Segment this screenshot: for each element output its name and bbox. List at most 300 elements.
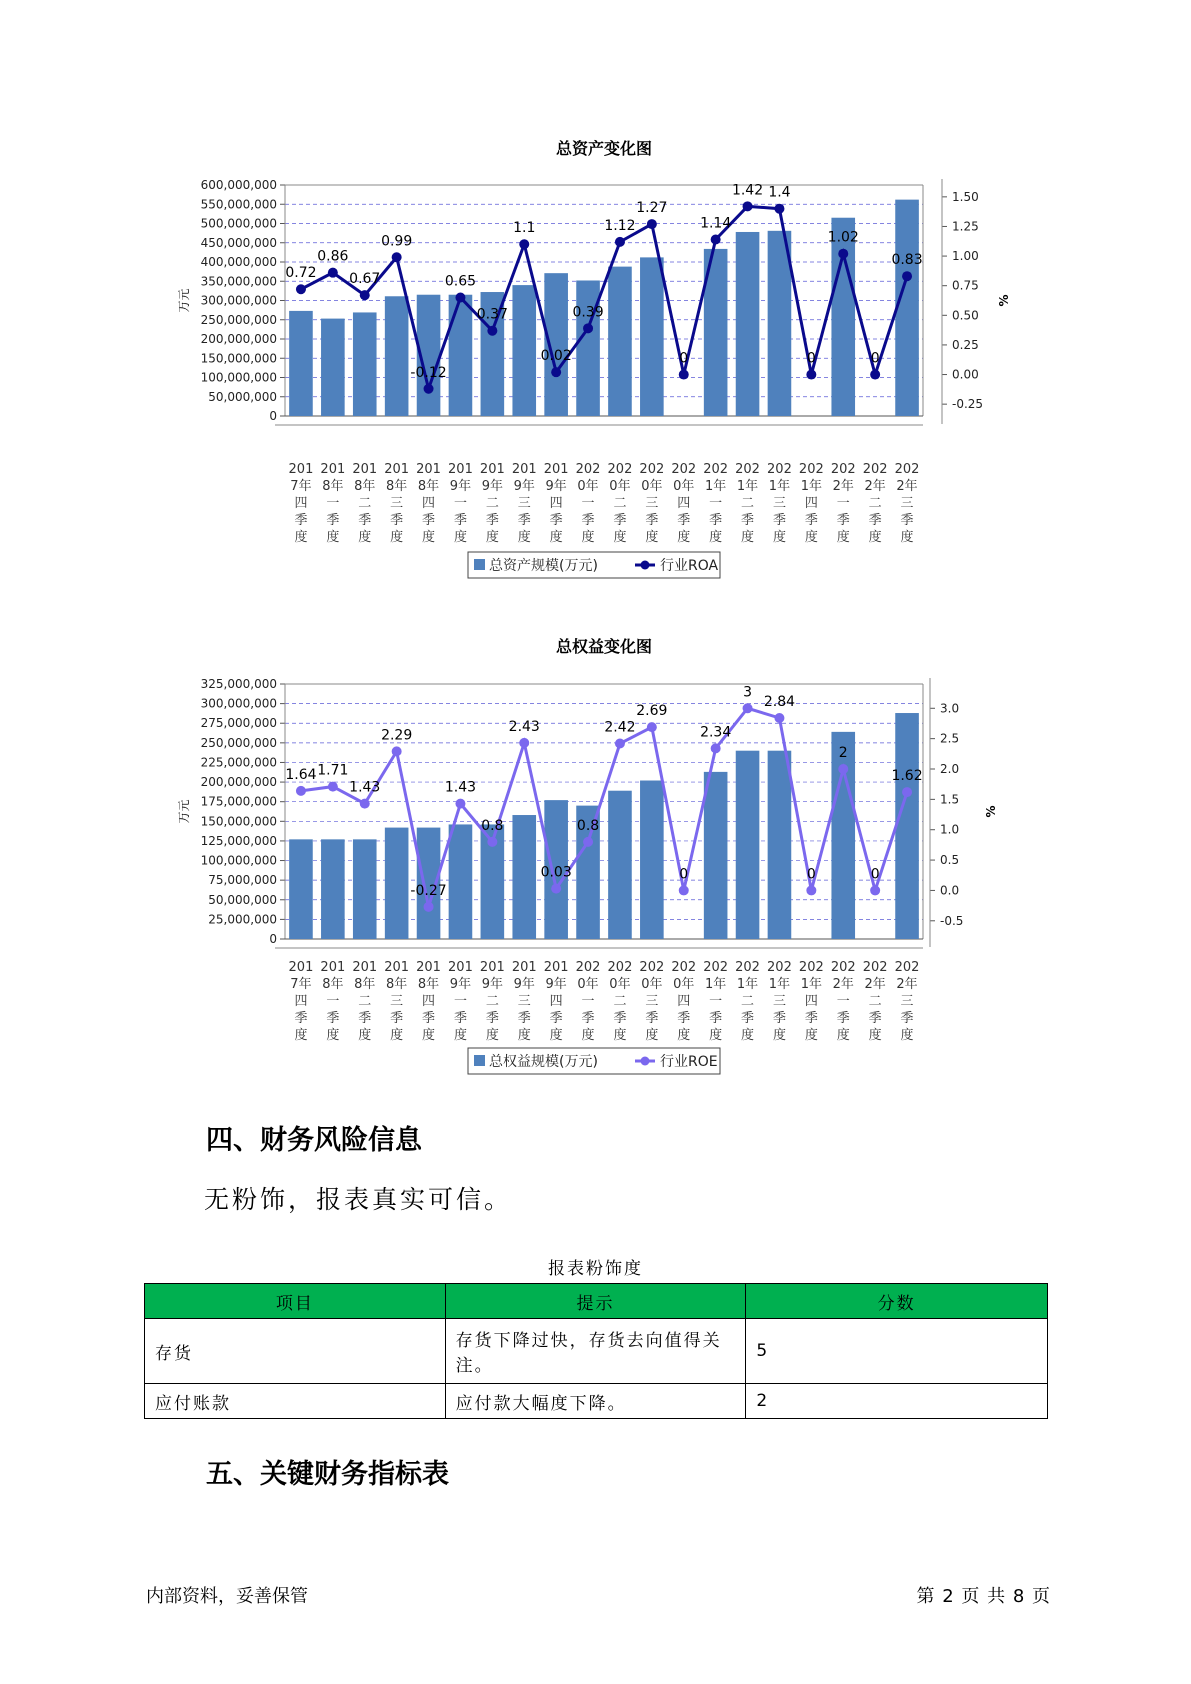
- data-label: 1.62: [891, 768, 923, 785]
- category-label: 2年: [896, 479, 918, 494]
- data-label: 0.03: [540, 864, 572, 881]
- category-label: 度: [549, 1028, 563, 1043]
- category-label: 季: [453, 513, 467, 528]
- category-label: 季: [422, 1011, 436, 1026]
- category-label: 8年: [386, 977, 408, 992]
- category-label: 0年: [609, 977, 631, 992]
- category-label: 度: [517, 1028, 531, 1043]
- category-label: 2年: [832, 977, 854, 992]
- line-point: [838, 249, 848, 259]
- category-label: 度: [741, 530, 755, 545]
- data-label: 1.71: [317, 762, 349, 779]
- category-label: 201: [384, 462, 410, 477]
- data-label: 2.29: [381, 727, 413, 744]
- line-point: [424, 902, 434, 912]
- category-label: 季: [326, 1011, 340, 1026]
- category-label: 202: [639, 462, 665, 477]
- y-left-axis-label: 万元: [177, 799, 191, 824]
- line-point: [615, 739, 625, 749]
- category-label: 1年: [736, 977, 759, 992]
- y-left-tick-label: 300,000,000: [200, 293, 277, 308]
- category-label: 二: [613, 994, 627, 1009]
- category-label: 202: [862, 462, 888, 477]
- category-label: 202: [639, 960, 665, 975]
- category-label: 季: [900, 513, 914, 528]
- category-label: 季: [709, 1011, 723, 1026]
- bar: [321, 319, 345, 416]
- category-label: 2年: [864, 479, 886, 494]
- data-label: 1.1: [513, 220, 536, 237]
- category-label: 季: [517, 513, 531, 528]
- y-left-tick-label: 225,000,000: [200, 755, 277, 770]
- category-label: 度: [294, 1028, 308, 1043]
- category-label: 0年: [577, 479, 599, 494]
- category-label: 201: [448, 960, 473, 975]
- data-label: 1.4: [768, 184, 791, 201]
- category-label: 1年: [768, 479, 791, 494]
- category-label: 季: [677, 1011, 691, 1026]
- category-label: 9年: [481, 977, 503, 992]
- category-label: 季: [645, 513, 659, 528]
- category-label: 0年: [609, 479, 631, 494]
- bar: [576, 280, 600, 416]
- category-label: 度: [581, 530, 595, 545]
- data-label: 0.72: [285, 265, 317, 282]
- category-label: 201: [288, 960, 314, 975]
- category-label: 202: [830, 462, 856, 477]
- y-right-axis-label: %: [984, 805, 998, 818]
- bar: [353, 839, 377, 939]
- category-label: 201: [320, 960, 346, 975]
- category-label: 度: [613, 530, 627, 545]
- category-label: 三: [645, 994, 659, 1009]
- cell-item: 存货: [145, 1319, 446, 1384]
- bar: [895, 200, 919, 416]
- category-label: 度: [390, 530, 404, 545]
- category-label: 一: [709, 496, 723, 511]
- y-right-tick-label: 0.75: [952, 278, 979, 293]
- y-left-tick-label: 150,000,000: [200, 351, 277, 366]
- category-label: 201: [384, 960, 410, 975]
- category-label: 一: [581, 496, 595, 511]
- line-point: [583, 323, 593, 333]
- table-row: [145, 1384, 1048, 1419]
- category-label: 二: [741, 994, 755, 1009]
- category-label: 四: [294, 496, 308, 511]
- category-label: 0年: [577, 977, 599, 992]
- line-point: [519, 239, 529, 249]
- category-label: 度: [358, 530, 372, 545]
- category-label: 三: [900, 496, 914, 511]
- data-label: 2.34: [700, 724, 732, 741]
- section-4-heading: 四、财务风险信息: [206, 1125, 422, 1156]
- category-label: 三: [390, 496, 404, 511]
- category-label: 度: [453, 530, 467, 545]
- category-label: 9年: [449, 479, 472, 494]
- category-label: 度: [422, 530, 436, 545]
- y-left-tick-label: 325,000,000: [200, 677, 277, 691]
- line-point: [296, 786, 306, 796]
- data-label: 1.14: [700, 215, 732, 232]
- data-label: 0: [679, 866, 689, 883]
- category-label: 202: [735, 462, 760, 477]
- category-label: 季: [453, 1011, 467, 1026]
- category-label: 四: [804, 994, 818, 1009]
- bar: [831, 732, 855, 939]
- category-label: 季: [517, 1011, 531, 1026]
- category-label: 四: [422, 496, 436, 511]
- category-label: 202: [894, 960, 920, 975]
- category-label: 度: [900, 530, 914, 545]
- line-point: [647, 219, 657, 229]
- category-label: 度: [709, 1028, 723, 1043]
- line-point: [806, 885, 816, 895]
- category-label: 度: [581, 1028, 595, 1043]
- data-label: 0: [870, 866, 880, 883]
- bar: [736, 751, 760, 939]
- legend-bar-swatch: [474, 559, 485, 570]
- category-label: 二: [358, 994, 372, 1009]
- line-point: [679, 885, 689, 895]
- y-right-tick-label: 2.0: [940, 762, 960, 776]
- category-label: 201: [288, 462, 314, 477]
- line-point: [870, 370, 880, 380]
- category-label: 8年: [322, 977, 344, 992]
- footer-page-number: 第 2 页 共 8 页: [916, 1586, 1051, 1607]
- category-label: 度: [772, 530, 786, 545]
- category-label: 202: [735, 960, 760, 975]
- category-label: 202: [862, 960, 888, 975]
- data-label: 2.84: [763, 694, 796, 710]
- category-label: 度: [549, 530, 563, 545]
- category-label: 四: [549, 994, 563, 1009]
- category-label: 四: [294, 994, 308, 1009]
- category-label: 度: [836, 1028, 850, 1043]
- y-left-tick-label: 100,000,000: [200, 853, 277, 868]
- header-hint: 提示: [445, 1284, 746, 1319]
- total-assets-chart: [0, 130, 1191, 600]
- y-right-tick-label: 0.00: [952, 367, 979, 382]
- category-label: 季: [581, 1011, 595, 1026]
- y-right-tick-label: 1.0: [940, 822, 960, 837]
- category-label: 201: [511, 960, 537, 975]
- cell-score: 2: [746, 1384, 1048, 1419]
- category-label: 季: [294, 1011, 308, 1026]
- category-label: 度: [900, 1028, 914, 1043]
- category-label: 度: [645, 1028, 659, 1043]
- y-left-tick-label: 125,000,000: [200, 833, 277, 848]
- line-point: [774, 713, 784, 723]
- data-label: 1.12: [604, 217, 636, 234]
- category-label: 度: [677, 530, 691, 545]
- category-label: 四: [422, 994, 436, 1009]
- line-point: [455, 293, 465, 303]
- category-label: 0年: [673, 977, 695, 992]
- y-left-tick-label: 100,000,000: [200, 370, 277, 385]
- line-point: [870, 885, 880, 895]
- data-label: 0.67: [349, 271, 381, 288]
- category-label: 度: [453, 1028, 467, 1043]
- category-label: 202: [830, 960, 856, 975]
- line-point: [711, 743, 721, 753]
- category-label: 9年: [545, 977, 567, 992]
- category-label: 一: [453, 496, 467, 511]
- category-label: 2年: [832, 479, 854, 494]
- category-label: 1年: [800, 479, 822, 494]
- category-label: 三: [517, 496, 531, 511]
- data-label: 0.83: [891, 252, 923, 269]
- y-left-tick-label: 300,000,000: [200, 696, 277, 711]
- category-label: 度: [326, 530, 340, 545]
- y-left-tick-label: 200,000,000: [200, 332, 277, 346]
- bar: [640, 257, 664, 416]
- category-label: 202: [798, 462, 824, 477]
- category-label: 季: [549, 513, 563, 528]
- chart-title: 总权益变化图: [555, 637, 653, 656]
- total-equity-chart-svg: [0, 628, 1191, 1088]
- category-label: 9年: [513, 479, 535, 494]
- category-label: 202: [575, 960, 601, 975]
- category-label: 度: [390, 1028, 404, 1043]
- category-label: 二: [868, 994, 882, 1009]
- category-label: 季: [358, 1011, 372, 1026]
- bar: [704, 772, 728, 939]
- data-label: 0: [870, 350, 880, 367]
- category-label: 季: [390, 1011, 404, 1026]
- y-left-tick-label: 250,000,000: [200, 312, 277, 327]
- category-label: 度: [804, 530, 818, 545]
- category-label: 季: [390, 513, 404, 528]
- cell-item: 应付账款: [145, 1384, 446, 1419]
- bar: [736, 232, 760, 416]
- category-label: 二: [868, 496, 882, 511]
- data-label: 0: [806, 350, 816, 367]
- data-label: 2: [838, 745, 848, 761]
- data-label: 0.02: [540, 348, 572, 365]
- category-label: 二: [741, 496, 755, 511]
- category-label: 201: [448, 462, 473, 477]
- line-point: [487, 326, 497, 336]
- category-label: 201: [416, 462, 441, 477]
- y-right-tick-label: 0.25: [952, 337, 979, 352]
- category-label: 度: [358, 1028, 372, 1043]
- line-point: [360, 290, 370, 300]
- table-row: [145, 1319, 1048, 1384]
- category-label: 202: [767, 960, 792, 975]
- category-label: 三: [772, 994, 786, 1009]
- y-right-tick-label: 0.0: [940, 883, 960, 898]
- cell-hint: 应付款大幅度下降。: [445, 1384, 746, 1419]
- line-point: [424, 384, 434, 394]
- line-point: [806, 370, 816, 380]
- category-label: 度: [772, 1028, 786, 1043]
- data-label: 2.42: [604, 719, 636, 736]
- line-point: [902, 271, 912, 281]
- line-point: [551, 884, 561, 894]
- legend-bar-label: 总权益规模(万元): [489, 1054, 598, 1070]
- data-label: 0: [806, 866, 816, 883]
- line-point: [296, 284, 306, 294]
- data-label: 0.8: [576, 817, 600, 834]
- category-label: 度: [836, 530, 850, 545]
- category-label: 7年: [290, 479, 312, 494]
- data-label: 0.39: [572, 304, 604, 321]
- total-equity-chart: [0, 628, 1191, 1088]
- category-label: 季: [804, 1011, 818, 1026]
- y-right-tick-label: 1.5: [940, 792, 960, 807]
- header-score: 分数: [746, 1284, 1048, 1319]
- category-label: 8年: [354, 479, 376, 494]
- y-left-tick-label: 275,000,000: [200, 716, 277, 731]
- line-point: [902, 787, 912, 797]
- category-label: 201: [479, 960, 505, 975]
- y-left-tick-label: 75,000,000: [208, 873, 277, 888]
- total-assets-chart-svg: [0, 130, 1191, 600]
- data-label: 1.42: [731, 182, 764, 199]
- category-label: 9年: [513, 977, 535, 992]
- section-5-heading: 五、关键财务指标表: [206, 1459, 449, 1490]
- category-label: 季: [485, 1011, 499, 1026]
- category-label: 季: [709, 513, 723, 528]
- category-label: 0年: [641, 977, 663, 992]
- category-label: 201: [511, 462, 537, 477]
- line-point: [328, 268, 338, 278]
- category-label: 季: [581, 513, 595, 528]
- bar: [385, 828, 409, 939]
- category-label: 四: [677, 994, 691, 1009]
- category-label: 季: [772, 1011, 786, 1026]
- category-label: 202: [703, 960, 729, 975]
- category-label: 度: [326, 1028, 340, 1043]
- y-left-tick-label: 50,000,000: [208, 892, 277, 907]
- category-label: 202: [894, 462, 920, 477]
- data-label: 1.43: [349, 779, 381, 796]
- category-label: 季: [549, 1011, 563, 1026]
- y-left-tick-label: 500,000,000: [200, 216, 277, 231]
- y-right-tick-label: 1.50: [952, 189, 979, 204]
- table-caption: 报表粉饰度: [548, 1259, 643, 1279]
- category-label: 一: [326, 994, 340, 1009]
- cell-hint: 存货下降过快，存货去向值得关注。: [445, 1319, 746, 1384]
- category-label: 2年: [864, 977, 886, 992]
- y-left-tick-label: 0: [269, 409, 277, 423]
- risk-table: [144, 1283, 1048, 1419]
- category-label: 三: [645, 496, 659, 511]
- y-right-tick-label: -0.25: [952, 397, 984, 412]
- line-point: [743, 201, 753, 211]
- category-label: 0年: [673, 479, 695, 494]
- line-point: [647, 722, 657, 732]
- line-point: [328, 782, 338, 792]
- category-label: 一: [581, 994, 595, 1009]
- category-label: 8年: [322, 479, 344, 494]
- data-label: 1.64: [285, 766, 317, 783]
- category-label: 度: [422, 1028, 436, 1043]
- category-label: 7年: [290, 977, 312, 992]
- line-point: [487, 837, 497, 847]
- bar: [289, 311, 313, 416]
- category-label: 度: [294, 530, 308, 545]
- y-right-tick-label: 1.25: [952, 219, 979, 234]
- category-label: 1年: [705, 977, 727, 992]
- category-label: 季: [485, 513, 499, 528]
- category-label: 三: [900, 994, 914, 1009]
- bar: [768, 751, 792, 939]
- legend-line-label: 行业ROE: [660, 1054, 718, 1070]
- category-label: 季: [358, 513, 372, 528]
- line-point: [583, 837, 593, 847]
- y-left-axis-label: 万元: [177, 288, 191, 313]
- data-label: 0.86: [317, 248, 349, 265]
- category-label: 201: [416, 960, 441, 975]
- y-left-tick-label: 550,000,000: [200, 197, 277, 212]
- footer-confidential: 内部资料，妥善保管: [146, 1586, 308, 1607]
- data-label: 1.27: [636, 200, 668, 217]
- category-label: 季: [294, 513, 308, 528]
- line-point: [392, 746, 402, 756]
- category-label: 202: [767, 462, 792, 477]
- category-label: 二: [358, 496, 372, 511]
- line-point: [615, 237, 625, 247]
- legend-line-label: 行业ROA: [660, 558, 719, 574]
- data-label: 0: [679, 350, 689, 367]
- table-header-row: [145, 1284, 1048, 1319]
- y-left-tick-label: 250,000,000: [200, 735, 277, 750]
- category-label: 季: [868, 513, 882, 528]
- category-label: 二: [485, 994, 499, 1009]
- category-label: 季: [772, 513, 786, 528]
- category-label: 季: [645, 1011, 659, 1026]
- line-point: [743, 703, 753, 713]
- bar: [353, 312, 377, 416]
- category-label: 度: [868, 1028, 882, 1043]
- category-label: 三: [517, 994, 531, 1009]
- category-label: 201: [352, 462, 378, 477]
- category-label: 201: [320, 462, 346, 477]
- data-label: 2.43: [508, 718, 540, 735]
- data-label: 0.99: [381, 233, 413, 250]
- category-label: 201: [543, 960, 569, 975]
- category-label: 9年: [481, 479, 503, 494]
- category-label: 度: [485, 1028, 499, 1043]
- line-point: [838, 764, 848, 774]
- category-label: 一: [453, 994, 467, 1009]
- bar: [608, 267, 632, 416]
- y-right-tick-label: 0.50: [952, 308, 979, 323]
- category-label: 1年: [800, 977, 822, 992]
- category-label: 季: [868, 1011, 882, 1026]
- category-label: 202: [607, 960, 633, 975]
- category-label: 季: [804, 513, 818, 528]
- data-label: 0.37: [476, 306, 508, 323]
- chart-title: 总资产变化图: [555, 139, 653, 158]
- category-label: 度: [645, 530, 659, 545]
- category-label: 季: [422, 513, 436, 528]
- legend-line-marker: [641, 561, 650, 570]
- y-left-tick-label: 0: [269, 932, 277, 946]
- line-point: [392, 252, 402, 262]
- legend-bar-label: 总资产规模(万元): [489, 558, 598, 574]
- bar: [895, 713, 919, 939]
- y-left-tick-label: 350,000,000: [200, 274, 277, 289]
- data-label: 2.69: [636, 703, 668, 720]
- category-label: 201: [352, 960, 378, 975]
- y-left-tick-label: 450,000,000: [200, 235, 277, 250]
- category-label: 8年: [417, 479, 440, 494]
- category-label: 季: [836, 1011, 850, 1026]
- category-label: 9年: [545, 479, 567, 494]
- bar: [449, 824, 473, 939]
